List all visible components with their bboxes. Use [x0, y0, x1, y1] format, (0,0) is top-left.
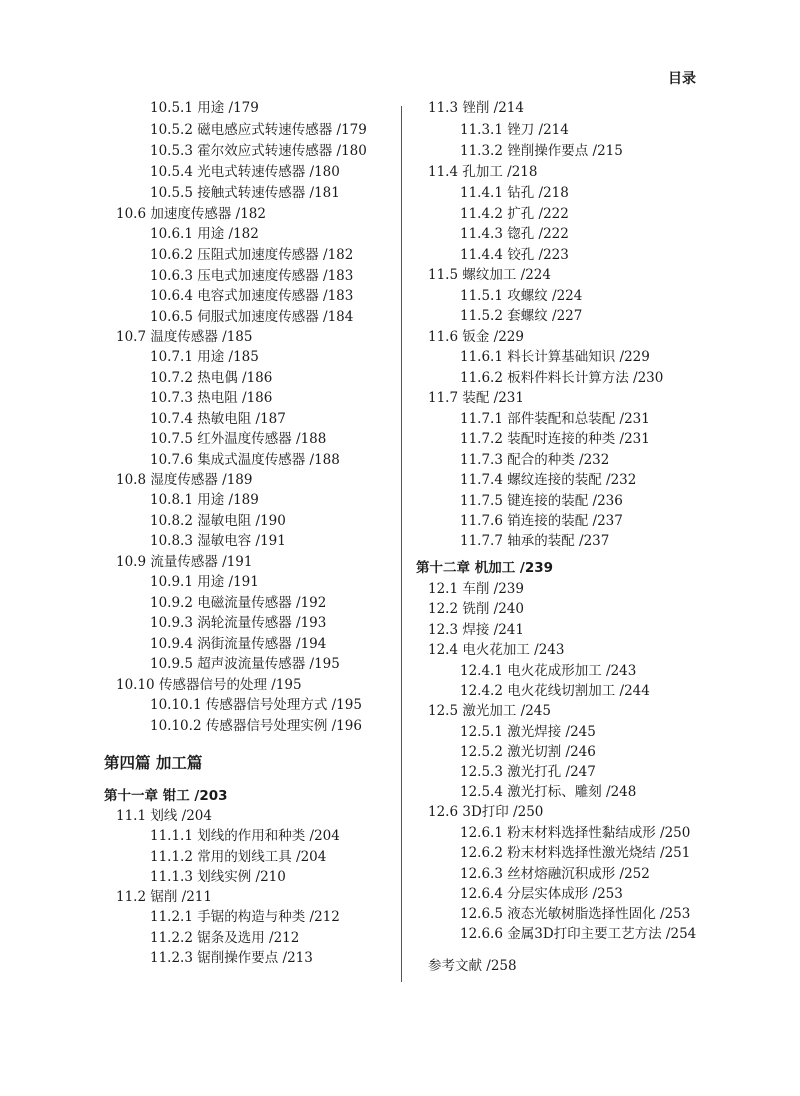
- toc-subsection-entry: 11.7.6 销连接的装配 /237: [460, 513, 623, 529]
- toc-subsection-entry: 10.10.1 传感器信号处理方式 /195: [150, 697, 362, 713]
- toc-subsection-entry: 10.6.2 压阻式加速度传感器 /182: [150, 247, 354, 263]
- toc-subsection-entry: 11.4.3 锪孔 /222: [460, 226, 569, 242]
- toc-subsection-entry: 11.5.1 攻螺纹 /224: [460, 288, 583, 304]
- toc-subsection-entry: 11.6.2 板料件料长计算方法 /230: [460, 370, 664, 386]
- toc-subsection-entry: 11.7.7 轴承的装配 /237: [460, 533, 610, 549]
- toc-subsection-entry: 10.7.4 热敏电阻 /187: [150, 411, 286, 427]
- toc-section-entry: 11.3 锉削 /214: [428, 100, 524, 116]
- toc-section-entry: 12.4 电火花加工 /243: [428, 642, 565, 658]
- toc-subsection-entry: 10.7.1 用途 /185: [150, 349, 259, 365]
- toc-subsection-entry: 11.1.3 划线实例 /210: [150, 869, 286, 885]
- toc-subsection-entry: 11.7.5 键连接的装配 /236: [460, 493, 623, 509]
- toc-subsection-entry: 12.6.2 粉末材料选择性激光烧结 /251: [460, 845, 691, 861]
- toc-subsection-entry: 10.8.2 湿敏电阻 /190: [150, 513, 286, 529]
- toc-subsection-entry: 12.6.3 丝材熔融沉积成形 /252: [460, 866, 650, 882]
- references-entry: 参考文献 /258: [428, 958, 517, 974]
- toc-subsection-entry: 10.5.4 光电式转速传感器 /180: [150, 164, 340, 180]
- toc-subsection-entry: 10.8.3 湿敏电容 /191: [150, 533, 286, 549]
- toc-section-entry: 10.6 加速度传感器 /182: [116, 206, 266, 222]
- toc-section-entry: 11.5 螺纹加工 /224: [428, 267, 551, 283]
- toc-section-entry: 12.6 3D打印 /250: [428, 804, 544, 820]
- toc-subsection-entry: 12.4.1 电火花成形加工 /243: [460, 663, 637, 679]
- toc-subsection-entry: 12.6.5 液态光敏树脂选择性固化 /253: [460, 906, 691, 922]
- toc-subsection-entry: 11.3.2 锉削操作要点 /215: [460, 143, 623, 159]
- toc-subsection-entry: 10.9.4 涡街流量传感器 /194: [150, 636, 327, 652]
- toc-section-entry: 11.7 装配 /231: [428, 390, 524, 406]
- toc-subsection-entry: 10.6.3 压电式加速度传感器 /183: [150, 268, 354, 284]
- toc-subsection-entry: 11.7.3 配合的种类 /232: [460, 452, 610, 468]
- toc-subsection-entry: 11.1.2 常用的划线工具 /204: [150, 849, 327, 865]
- toc-section-entry: 12.2 铣削 /240: [428, 601, 524, 617]
- toc-subsection-entry: 12.6.6 金属3D打印主要工艺方法 /254: [460, 926, 697, 942]
- toc-subsection-entry: 11.4.2 扩孔 /222: [460, 206, 569, 222]
- toc-subsection-entry: 11.5.2 套螺纹 /227: [460, 308, 583, 324]
- toc-section-entry: 11.6 钣金 /229: [428, 329, 524, 345]
- toc-subsection-entry: 10.6.1 用途 /182: [150, 226, 259, 242]
- toc-subsection-entry: 12.5.1 激光焊接 /245: [460, 724, 596, 740]
- toc-subsection-entry: 12.5.2 激光切割 /246: [460, 744, 596, 760]
- part-heading: 第四篇 加工篇: [104, 754, 203, 772]
- toc-section-entry: 10.9 流量传感器 /191: [116, 554, 253, 570]
- toc-subsection-entry: 11.7.2 装配时连接的种类 /231: [460, 431, 650, 447]
- column-divider: [401, 106, 402, 982]
- toc-subsection-entry: 10.9.3 涡轮流量传感器 /193: [150, 615, 327, 631]
- toc-subsection-entry: 11.1.1 划线的作用和种类 /204: [150, 828, 340, 844]
- toc-subsection-entry: 12.6.4 分层实体成形 /253: [460, 886, 623, 902]
- toc-subsection-entry: 10.7.6 集成式温度传感器 /188: [150, 452, 340, 468]
- toc-subsection-entry: 11.7.4 螺纹连接的装配 /232: [460, 472, 637, 488]
- chapter-heading: 第十一章 钳工 /203: [104, 788, 228, 804]
- toc-subsection-entry: 11.7.1 部件装配和总装配 /231: [460, 411, 650, 427]
- toc-subsection-entry: 10.5.1 用途 /179: [150, 100, 259, 116]
- toc-subsection-entry: 12.6.1 粉末材料选择性黏结成形 /250: [460, 825, 691, 841]
- toc-subsection-entry: 10.9.1 用途 /191: [150, 574, 259, 590]
- toc-section-entry: 12.1 车削 /239: [428, 581, 524, 597]
- toc-subsection-entry: 11.6.1 料长计算基础知识 /229: [460, 349, 650, 365]
- toc-subsection-entry: 11.4.1 钻孔 /218: [460, 185, 569, 201]
- toc-section-entry: 10.7 温度传感器 /185: [116, 329, 253, 345]
- toc-section-entry: 11.4 孔加工 /218: [428, 164, 538, 180]
- toc-subsection-entry: 11.2.3 锯削操作要点 /213: [150, 950, 313, 966]
- toc-subsection-entry: 10.5.5 接触式转速传感器 /181: [150, 185, 340, 201]
- toc-subsection-entry: 11.2.1 手锯的构造与种类 /212: [150, 909, 340, 925]
- toc-subsection-entry: 10.9.5 超声波流量传感器 /195: [150, 656, 340, 672]
- toc-subsection-entry: 10.5.2 磁电感应式转速传感器 /179: [150, 122, 367, 138]
- toc-subsection-entry: 11.4.4 铰孔 /223: [460, 247, 569, 263]
- toc-subsection-entry: 10.9.2 电磁流量传感器 /192: [150, 595, 327, 611]
- toc-subsection-entry: 12.4.2 电火花线切割加工 /244: [460, 683, 650, 699]
- toc-section-entry: 10.8 湿度传感器 /189: [116, 472, 253, 488]
- toc-subsection-entry: 10.10.2 传感器信号处理实例 /196: [150, 718, 362, 734]
- running-header-title: 目录: [668, 71, 696, 87]
- toc-subsection-entry: 10.7.2 热电偶 /186: [150, 370, 273, 386]
- toc-subsection-entry: 10.7.5 红外温度传感器 /188: [150, 431, 327, 447]
- toc-subsection-entry: 12.5.4 激光打标、雕刻 /248: [460, 784, 637, 800]
- toc-subsection-entry: 11.3.1 锉刀 /214: [460, 122, 569, 138]
- toc-subsection-entry: 10.7.3 热电阻 /186: [150, 390, 273, 406]
- toc-subsection-entry: 11.2.2 锯条及选用 /212: [150, 930, 300, 946]
- toc-subsection-entry: 10.5.3 霍尔效应式转速传感器 /180: [150, 143, 367, 159]
- toc-subsection-entry: 12.5.3 激光打孔 /247: [460, 764, 596, 780]
- toc-subsection-entry: 10.8.1 用途 /189: [150, 492, 259, 508]
- toc-section-entry: 11.1 划线 /204: [116, 808, 212, 824]
- toc-section-entry: 12.3 焊接 /241: [428, 622, 524, 638]
- toc-section-entry: 12.5 激光加工 /245: [428, 703, 551, 719]
- chapter-heading: 第十二章 机加工 /239: [416, 560, 554, 576]
- toc-section-entry: 11.2 锯削 /211: [116, 889, 212, 905]
- toc-section-entry: 10.10 传感器信号的处理 /195: [116, 677, 302, 693]
- toc-subsection-entry: 10.6.4 电容式加速度传感器 /183: [150, 288, 354, 304]
- toc-subsection-entry: 10.6.5 伺服式加速度传感器 /184: [150, 309, 354, 325]
